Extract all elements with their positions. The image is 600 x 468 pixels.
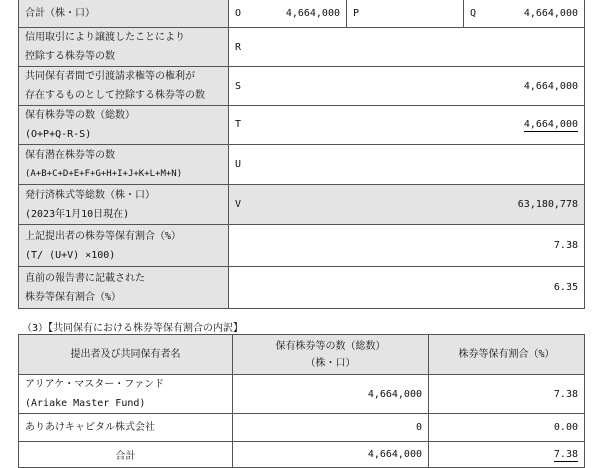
issued-total-label xyxy=(19,185,229,225)
joint-holders-row xyxy=(19,67,585,106)
header-ratio: 株券等保有割合（%） xyxy=(429,335,585,375)
holder-name-line2: (Ariake Master Fund) xyxy=(25,398,146,409)
ratio-value: 7.38 xyxy=(229,225,585,267)
total-o-cell xyxy=(229,0,347,28)
credit-transfer-label-line2: 控除する株券等の数 xyxy=(25,51,115,62)
total-p-cell xyxy=(347,0,464,28)
latent-holdings-row xyxy=(19,145,585,185)
issued-total-cell xyxy=(229,185,585,225)
ratio-label xyxy=(19,225,229,267)
ratio-label-line1: 上記提出者の株券等保有割合（%） xyxy=(25,230,182,242)
prev-ratio-label xyxy=(19,267,229,309)
prev-ratio-row xyxy=(19,267,585,309)
issued-total-letter: V xyxy=(235,199,242,210)
credit-transfer-label-line1: 信用取引により譲渡したことにより xyxy=(25,32,185,43)
holdings-total-row xyxy=(19,106,585,145)
breakdown-total-shares: 4,664,000 xyxy=(233,442,429,468)
holder-ratio: 7.38 xyxy=(429,375,585,414)
ratio-label-line2: (T/ (U+V) ×100) xyxy=(25,249,116,261)
breakdown-header-row xyxy=(19,335,585,375)
table-row xyxy=(19,375,585,414)
prev-ratio-value: 6.35 xyxy=(229,267,585,309)
holdings-total-letter: T xyxy=(235,118,242,130)
holdings-total-label xyxy=(19,106,229,145)
total-q-value: 4,664,000 xyxy=(523,8,578,19)
latent-holdings-letter: U xyxy=(229,145,585,185)
holdings-total-cell xyxy=(229,106,585,145)
holder-name-line1: アリアケ・マスター・ファンド xyxy=(25,379,165,390)
joint-holders-label-line1: 共同保有者間で引渡請求権等の権利が xyxy=(25,71,195,82)
joint-holders-value: 4,664,000 xyxy=(523,80,578,92)
header-shares xyxy=(233,335,429,375)
holder-name xyxy=(19,375,233,414)
breakdown-total-ratio: 7.38 xyxy=(553,449,578,460)
section3-heading: （3）【共同保有における株券等保有割合の内訳】 xyxy=(22,323,244,334)
holder-ratio: 0.00 xyxy=(429,414,585,442)
total-q-letter: Q xyxy=(470,8,477,19)
ratio-row xyxy=(19,225,585,267)
header-shares-line1: 保有株券等の数（総数） xyxy=(275,340,386,352)
holder-shares: 4,664,000 xyxy=(233,375,429,414)
total-p-letter: P xyxy=(353,8,360,19)
credit-transfer-row xyxy=(19,28,585,67)
issued-total-row xyxy=(19,185,585,225)
prev-ratio-label-line2: 株券等保有割合（%） xyxy=(25,291,122,303)
issued-total-label-line1: 発行済株式等総数（株・口） xyxy=(25,189,155,201)
joint-holders-label-line2: 存在するものとして控除する株券等の数 xyxy=(25,90,205,101)
latent-holdings-label-line1: 保有潜在株券等の数 xyxy=(25,149,115,161)
latent-holdings-label xyxy=(19,145,229,185)
joint-holders-letter: S xyxy=(235,80,242,92)
holder-shares: 0 xyxy=(233,414,429,442)
holder-name: ありあけキャピタル株式会社 xyxy=(19,414,233,442)
table-row xyxy=(19,414,585,442)
joint-holding-breakdown-table xyxy=(18,334,585,468)
issued-total-label-line2: (2023年1月10日現在) xyxy=(25,208,130,220)
credit-transfer-label xyxy=(19,28,229,67)
header-name: 提出者及び共同保有者名 xyxy=(19,335,233,375)
holdings-total-label-line2: (O+P+Q-R-S) xyxy=(25,129,92,140)
issued-total-value: 63,180,778 xyxy=(517,199,578,210)
prev-ratio-label-line1: 直前の報告書に記載された xyxy=(25,272,145,284)
holdings-total-label-line1: 保有株券等の数（総数） xyxy=(25,110,135,121)
total-label: 合計（株・口） xyxy=(19,0,229,28)
header-shares-line2: （株・口） xyxy=(305,357,356,369)
holdings-total-value: 4,664,000 xyxy=(523,118,578,130)
joint-holders-cell xyxy=(229,67,585,106)
total-q-cell xyxy=(464,0,585,28)
credit-transfer-letter: R xyxy=(229,28,585,67)
total-o-letter: O xyxy=(235,8,242,19)
joint-holders-label xyxy=(19,67,229,106)
total-o-value: 4,664,000 xyxy=(285,8,340,19)
total-row xyxy=(19,0,585,28)
holdings-summary-table xyxy=(18,0,585,309)
latent-holdings-label-line2: (A+B+C+D+E+F+G+H+I+J+K+L+M+N) xyxy=(25,168,183,179)
breakdown-total-label: 合計 xyxy=(19,442,233,468)
